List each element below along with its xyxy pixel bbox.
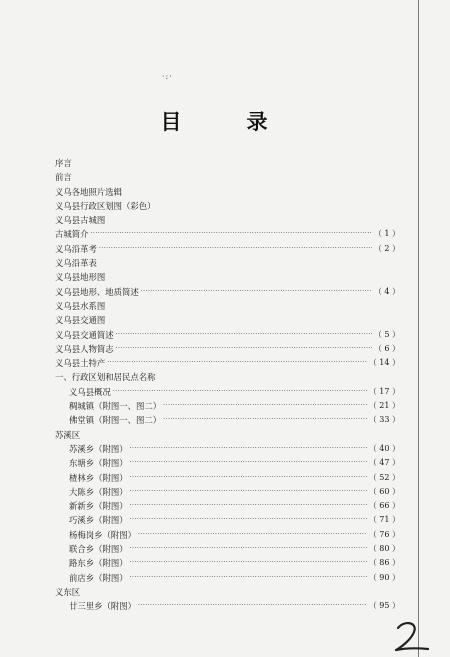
toc-leader-dots [116, 328, 372, 342]
toc-entry [55, 513, 400, 527]
toc-entry-page: （ 2 ） [373, 243, 400, 253]
toc-entry-label: 前店乡（附图） [69, 572, 128, 583]
toc-entry-label: 义乌县人物简志 [55, 343, 114, 354]
toc-entry-label: 楂林乡（附图） [69, 472, 128, 483]
toc-entry-page: （ 95 ） [368, 601, 400, 611]
toc-leader-dots [130, 556, 367, 570]
toc-entry-label: 义乌县土特产 [55, 358, 106, 369]
toc-entry-page: （ 4 ） [373, 286, 400, 296]
toc-entry [55, 528, 400, 542]
toc-entry-label: 新新乡（附图） [69, 501, 128, 512]
toc-entry-page: （ 5 ） [373, 329, 400, 339]
toc-entry [55, 456, 400, 470]
scan-speck: ·:· [162, 72, 173, 81]
toc-leader-dots [107, 356, 366, 370]
toc-leader-dots [163, 413, 367, 427]
toc-entry-page: （ 80 ） [368, 544, 400, 554]
toc-entry-page: （ 76 ） [368, 529, 400, 539]
toc-entry [55, 199, 400, 213]
toc-entry [55, 385, 400, 399]
toc-entry [55, 571, 400, 585]
toc-entry-label: 义乌县地形、地质简述 [55, 286, 139, 297]
toc-entry-label: 苏溪乡（附图） [69, 443, 128, 454]
toc-leader-dots [116, 342, 372, 356]
toc-entry [55, 213, 400, 227]
toc-leader-dots [113, 385, 367, 399]
toc-leader-dots [141, 285, 372, 299]
toc-leader-dots [138, 599, 367, 613]
toc-entry [55, 542, 400, 556]
toc-entry-label: 义乌县水系图 [55, 300, 106, 311]
toc-entry-label: 佛堂镇（附图一、图二） [69, 415, 162, 426]
toc-entry-label: 义乌各地照片选辑 [55, 186, 122, 197]
toc-entry-label: 前言 [55, 172, 72, 183]
toc-entry [55, 585, 400, 599]
toc-entry [55, 285, 400, 299]
toc-entry [55, 328, 400, 342]
toc-entry-label: 义乌县古城图 [55, 215, 106, 226]
toc-entry-page: （ 33 ） [368, 415, 400, 425]
toc-entry [55, 342, 400, 356]
toc-entry [55, 556, 400, 570]
toc-leader-dots [130, 513, 367, 527]
toc-leader-dots [130, 571, 367, 585]
toc-entry-page: （ 90 ） [368, 572, 400, 582]
toc-entry-label: 义乌县交通简述 [55, 329, 114, 340]
toc-leader-dots [91, 227, 372, 241]
toc-entry [55, 442, 400, 456]
toc-entry-page: （ 6 ） [373, 343, 400, 353]
toc-entry [55, 370, 400, 384]
toc-entry-page: （ 60 ） [368, 486, 400, 496]
toc-entry [55, 485, 400, 499]
page-edge-line [418, 0, 419, 657]
toc-entry-label: 义乌县交通图 [55, 315, 106, 326]
toc-leader-dots [130, 542, 367, 556]
toc-entry [55, 399, 400, 413]
toc-entry-page: （ 47 ） [368, 458, 400, 468]
toc-entry-page: （ 52 ） [368, 472, 400, 482]
toc-leader-dots [130, 485, 367, 499]
toc-entry-label: 联合乡（附图） [69, 544, 128, 555]
toc-entry-label: 义乌县行政区划图（彩色） [55, 200, 156, 211]
toc-entry [55, 471, 400, 485]
toc-entry-label: 一、行政区划和居民点名称 [55, 372, 156, 383]
toc-entry-label: 苏溪区 [55, 429, 81, 440]
toc-entry-label: 廿三里乡（附图） [69, 601, 136, 612]
toc-entry-label: 稠城镇（附图一、图二） [69, 401, 162, 412]
toc-leader-dots [130, 499, 367, 513]
toc-entry-label: 义乌县地形图 [55, 272, 106, 283]
toc-entry [55, 185, 400, 199]
toc-entry-label: 义乌沿革表 [55, 258, 97, 269]
toc-leader-dots [99, 242, 372, 256]
toc-entry-label: 序言 [55, 158, 72, 168]
toc-entry-page: （ 17 ） [368, 386, 400, 396]
toc-entry [55, 156, 400, 170]
toc-entry [55, 413, 400, 427]
toc-entry-label: 路东乡（附图） [69, 558, 128, 569]
toc-entry-page: （ 14 ） [368, 358, 400, 368]
toc-entry [55, 499, 400, 513]
table-of-contents [55, 156, 400, 614]
toc-leader-dots [130, 456, 367, 470]
toc-leader-dots [138, 528, 367, 542]
toc-entry [55, 227, 400, 241]
toc-entry-page: （ 1 ） [373, 229, 400, 239]
toc-entry-label: 义乌县概况 [69, 386, 111, 397]
toc-entry-page: （ 66 ） [368, 501, 400, 511]
page-title: 目 录 [160, 109, 290, 134]
toc-leader-dots [130, 442, 367, 456]
toc-entry [55, 256, 400, 270]
toc-entry-label: 大陈乡（附图） [69, 486, 128, 497]
toc-leader-dots [130, 471, 367, 485]
toc-leader-dots [163, 399, 367, 413]
toc-entry [55, 428, 400, 442]
toc-entry-label: 杨梅岗乡（附图） [69, 529, 136, 540]
toc-entry [55, 299, 400, 313]
toc-entry [55, 270, 400, 284]
toc-entry-page: （ 21 ） [368, 401, 400, 411]
toc-entry [55, 313, 400, 327]
handwritten-mark [392, 618, 432, 654]
toc-entry-label: 义乌沿革考 [55, 243, 97, 254]
toc-entry [55, 242, 400, 256]
toc-entry-label: 巧溪乡（附图） [69, 515, 128, 526]
toc-entry-label: 义东区 [55, 586, 81, 597]
toc-entry-label: 东塘乡（附图） [69, 458, 128, 469]
toc-entry-page: （ 40 ） [368, 443, 400, 453]
toc-entry-page: （ 71 ） [368, 515, 400, 525]
toc-entry [55, 356, 400, 370]
toc-entry [55, 599, 400, 613]
toc-entry [55, 170, 400, 184]
toc-entry-page: （ 86 ） [368, 558, 400, 568]
toc-entry-label: 古城简介 [55, 229, 89, 240]
